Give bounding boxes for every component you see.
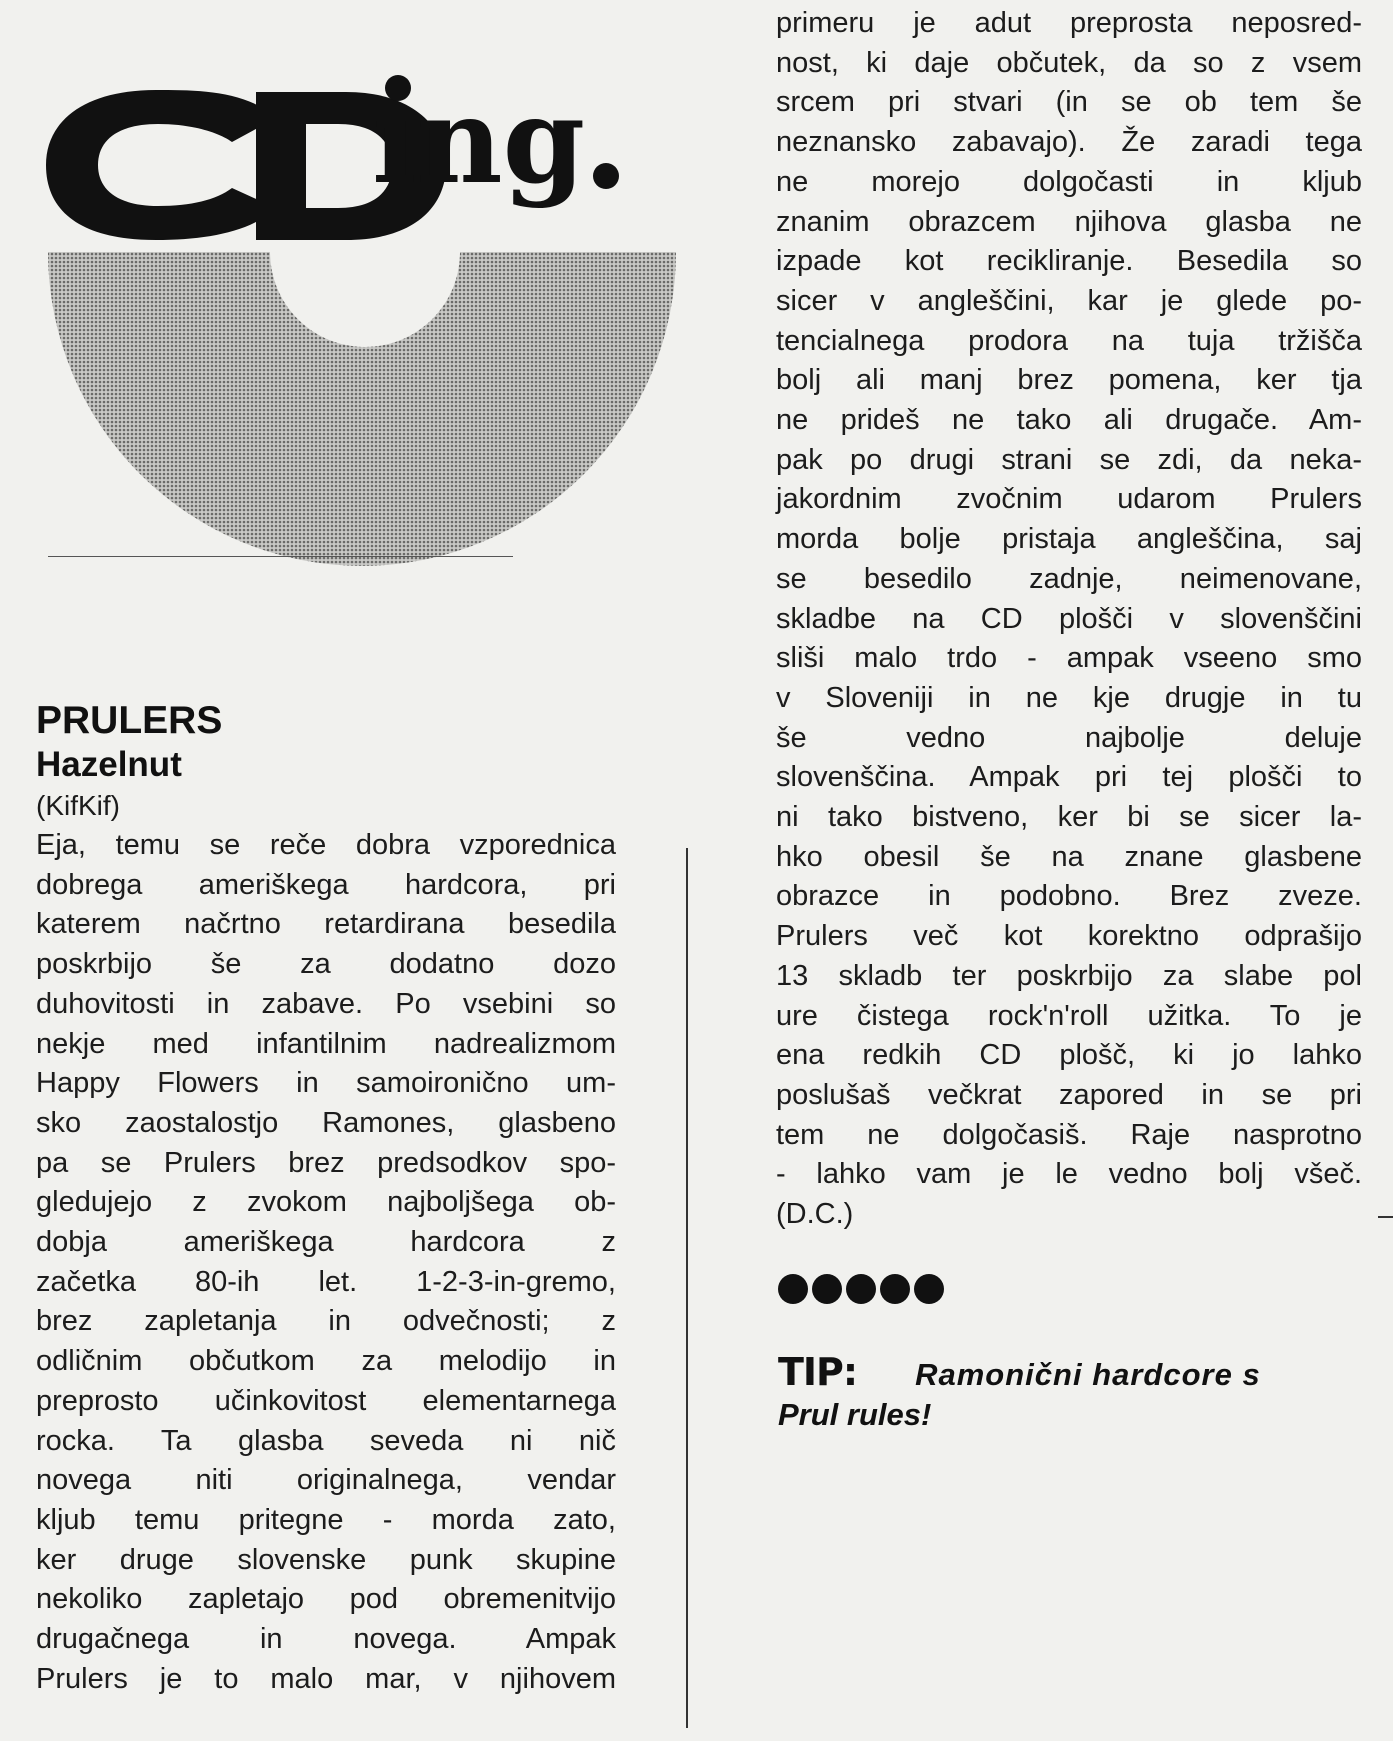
left-text-line: odličnim občutkom za melodijo in bbox=[36, 1345, 616, 1378]
tip-line-1 bbox=[778, 1352, 1318, 1395]
right-text-line: bolj ali manj brez pomena, ker tja bbox=[776, 364, 1362, 397]
left-text-line: nekje med infantilnim nadrealizmom bbox=[36, 1027, 616, 1060]
right-text-line: 13 skladb ter poskrbijo za slabe pol bbox=[776, 959, 1362, 992]
left-text-line: gledujejo z zvokom najboljšega ob- bbox=[36, 1186, 616, 1219]
left-text-line: nekoliko zapletajo pod obremenitvijo bbox=[36, 1583, 616, 1616]
left-text-line: dobja ameriškega hardcora z bbox=[36, 1226, 616, 1259]
left-text-line: sko zaostalostjo Ramones, glasbeno bbox=[36, 1106, 616, 1139]
right-text-line: ne prideš ne tako ali drugače. Am- bbox=[776, 404, 1362, 437]
right-text-line: sicer v angleščini, kar je glede po- bbox=[776, 284, 1362, 317]
right-text-line: znanim obrazcem njihova glasba ne bbox=[776, 205, 1362, 238]
left-text-line: kljub temu pritegne - morda zato, bbox=[36, 1503, 616, 1536]
left-text-line: drugačnega in novega. Ampak bbox=[36, 1623, 616, 1656]
right-text-line: skladbe na CD plošči v slovenščini bbox=[776, 602, 1362, 635]
right-text-line: - lahko vam je le vedno bolj všeč. bbox=[776, 1158, 1362, 1191]
rating-dot bbox=[880, 1274, 910, 1304]
right-text-line: sliši malo trdo - ampak vseeno smo bbox=[776, 642, 1362, 675]
left-text-line: Eja, temu se reče dobra vzporednica bbox=[36, 829, 616, 861]
cding-logo bbox=[46, 60, 696, 580]
left-text-line: ker druge slovenske punk skupine bbox=[36, 1543, 616, 1576]
left-text-line: pa se Prulers brez predsodkov spo- bbox=[36, 1146, 616, 1179]
right-text-line: slovenščina. Ampak pri tej plošči to bbox=[776, 761, 1362, 794]
left-text-line: poskrbijo še za dodatno dozo bbox=[36, 948, 616, 981]
tip-box bbox=[778, 1352, 1318, 1435]
left-text-line: dobrega ameriškega hardcora, pri bbox=[36, 868, 616, 901]
right-text-line: ure čistega rock'n'roll užitka. To je bbox=[776, 999, 1362, 1032]
cd-disc-graphic bbox=[46, 60, 696, 580]
right-text-line: (D.C.) bbox=[776, 1198, 854, 1231]
record-label: (KifKif) bbox=[36, 790, 120, 821]
right-text-line: neznansko zabavajo). Že zaradi tega bbox=[776, 126, 1362, 159]
album-title: Hazelnut bbox=[36, 745, 182, 784]
rating-dot bbox=[812, 1274, 842, 1304]
left-text-line: Prulers je to malo mar, v njihovem bbox=[36, 1662, 616, 1695]
review-body-right bbox=[776, 4, 1362, 1235]
right-text-line: Prulers več kot korektno odprašijo bbox=[776, 920, 1362, 953]
left-text-line: Happy Flowers in samoironično um- bbox=[36, 1067, 616, 1100]
right-text-line: še vedno najbolje deluje bbox=[776, 721, 1362, 754]
right-text-line: ne morejo dolgočasti in kljub bbox=[776, 165, 1362, 198]
left-text-line: rocka. Ta glasba seveda ni nič bbox=[36, 1424, 616, 1457]
right-text-line: pak po drugi strani se zdi, da neka- bbox=[776, 443, 1362, 476]
rating-dot bbox=[914, 1274, 944, 1304]
right-text-line: srcem pri stvari (in se ob tem še bbox=[776, 86, 1362, 119]
logo-divider bbox=[48, 556, 513, 557]
tip-line-2: Prul rules! bbox=[778, 1397, 932, 1432]
right-text-line: ni tako bistveno, ker bi se sicer la- bbox=[776, 801, 1362, 834]
tip-label: TIP: bbox=[778, 1350, 858, 1394]
edge-mark bbox=[1378, 1216, 1393, 1218]
right-text-line: morda bolje pristaja angleščina, saj bbox=[776, 523, 1362, 556]
left-text-line: preprosto učinkovitost elementarnega bbox=[36, 1384, 616, 1417]
left-text-line: brez zapletanja in odvečnosti; z bbox=[36, 1305, 616, 1338]
left-text-line: začetka 80-ih let. 1-2-3-in-gremo, bbox=[36, 1265, 616, 1298]
review-right-column bbox=[776, 4, 1362, 1235]
rating-dots bbox=[778, 1274, 944, 1304]
left-text-line: katerem načrtno retardirana besedila bbox=[36, 908, 616, 941]
review-left-column bbox=[36, 698, 616, 1699]
right-text-line: tem ne dolgočasiš. Raje nasprotno bbox=[776, 1118, 1362, 1151]
left-text-line: novega niti originalnega, vendar bbox=[36, 1464, 616, 1497]
right-text-line: poslušaš večkrat zapored in se pri bbox=[776, 1078, 1362, 1111]
right-text-line: hko obesil še na znane glasbene bbox=[776, 840, 1362, 873]
right-text-line: tencialnega prodora na tuja tržišča bbox=[776, 324, 1362, 357]
rating-dot bbox=[846, 1274, 876, 1304]
right-text-line: izpade kot recikliranje. Besedila so bbox=[776, 245, 1362, 278]
right-text-line: v Sloveniji in ne kje drugje in tu bbox=[776, 681, 1362, 714]
ing-letters bbox=[372, 71, 619, 210]
right-text-line: jakordnim zvočnim udarom Prulers bbox=[776, 483, 1362, 516]
rating-dot bbox=[778, 1274, 808, 1304]
right-text-line: primeru je adut preprosta neposred- bbox=[776, 7, 1362, 39]
right-text-line: nost, ki daje občutek, da so z vsem bbox=[776, 46, 1362, 79]
right-text-line: se besedilo zadnje, neimenovane, bbox=[776, 562, 1362, 595]
right-text-line: ena redkih CD plošč, ki jo lahko bbox=[776, 1039, 1362, 1072]
band-name: PRULERS bbox=[36, 699, 223, 742]
column-rule bbox=[686, 848, 688, 1728]
tip-text-1: Ramonični hardcore s bbox=[915, 1357, 1261, 1392]
right-text-line: obrazce in podobno. Brez zveze. bbox=[776, 880, 1362, 913]
left-text-line: duhovitosti in zabave. Po vsebini so bbox=[36, 987, 616, 1020]
logo-ing-text: ıng bbox=[372, 71, 586, 210]
review-body-left bbox=[36, 826, 616, 1699]
